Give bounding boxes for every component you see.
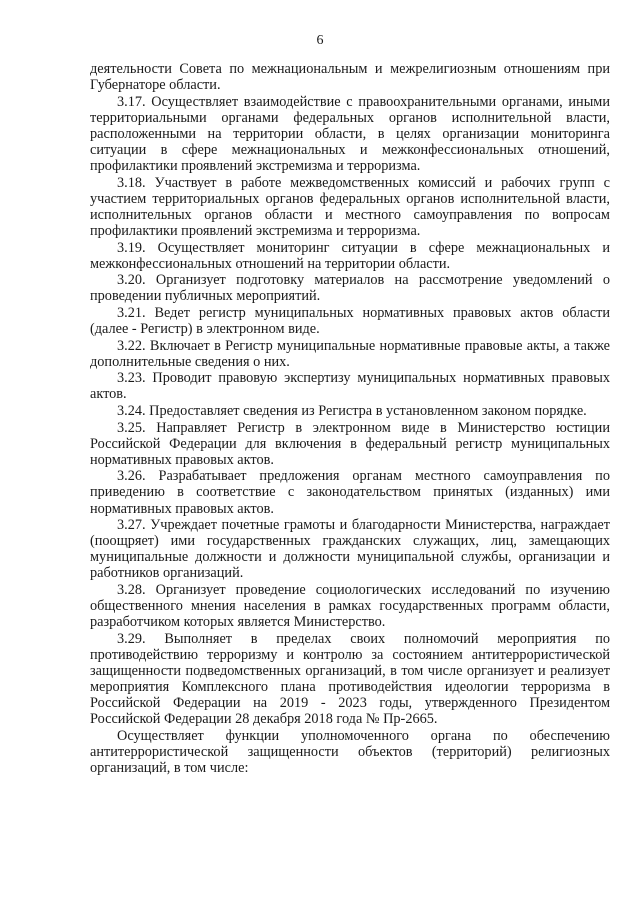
document-body — [90, 61, 610, 777]
paragraph-3-23: 3.23. Проводит правовую экспертизу муниципальных нормативных правовых актов. — [90, 370, 610, 403]
paragraph-3-26: 3.26. Разрабатывает предложения органам местного самоуправления по приведению в соответствие с законодательством принятых (изданных) ими нормативных правовых актов. — [90, 468, 610, 517]
paragraph-continuation: деятельности Совета по межнациональным и межрелигиозным отношениям при Губернаторе области. — [90, 61, 610, 94]
paragraph-3-29: 3.29. Выполняет в пределах своих полномочий мероприятия по противодействию терроризму и контролю за состоянием антитеррористической защищенности подведомственных организаций, в том числе организует и реализует мероприятия Комплексного плана противодействия идеологии терроризма в Российской Федерации на 2019 - 2023 годы, утвержденного Президентом Российской Федерации 28 декабря 2018 года № Пр-2665. — [90, 630, 610, 728]
paragraph-functions: Осуществляет функции уполномоченного органа по обеспечению антитеррористической защищенности объектов (территорий) религиозных организаций, в том числе: — [90, 727, 610, 777]
paragraph-3-27: 3.27. Учреждает почетные грамоты и благодарности Министерства, награждает (поощряет) ими государственных гражданских служащих, лиц, замещающих муниципальные должности и должности муниципальной службы, организации и работников организаций. — [90, 517, 610, 582]
paragraph-3-19: 3.19. Осуществляет мониторинг ситуации в сфере межнациональных и межконфессиональных отношений на территории области. — [90, 239, 610, 272]
paragraph-3-25: 3.25. Направляет Регистр в электронном виде в Министерство юстиции Российской Федерации для включения в федеральный регистр муниципальных нормативных правовых актов. — [90, 419, 610, 468]
paragraph-3-17: 3.17. Осуществляет взаимодействие с правоохранительными органами, иными территориальными органами федеральных органов исполнительной власти, расположенными на территории области, в целях организации мониторинга ситуации в сфере межнациональных и межконфессиональных отношений, профилактики проявлений экстремизма и терроризма. — [90, 93, 610, 175]
paragraph-3-28: 3.28. Организует проведение социологических исследований по изучению общественного мнения населения в рамках государственных программ области, разработчиком которых является Министерство. — [90, 582, 610, 631]
paragraph-3-24: 3.24. Предоставляет сведения из Регистра в установленном законом порядке. — [117, 402, 587, 419]
paragraph-3-20: 3.20. Организует подготовку материалов на рассмотрение уведомлений о проведении публичных мероприятий. — [90, 272, 610, 305]
page-number: 6 — [316, 33, 324, 48]
paragraph-3-22: 3.22. Включает в Регистр муниципальные нормативные правовые акты, а также дополнительные сведения о них. — [90, 337, 610, 370]
paragraph-3-18: 3.18. Участвует в работе межведомственных комиссий и рабочих групп с участием территориальных органов федеральных органов исполнительной власти, исполнительных органов области и местного самоуправления по вопросам профилактики проявлений экстремизма и терроризма. — [90, 174, 610, 239]
paragraph-3-21: 3.21. Ведет регистр муниципальных нормативных правовых актов области (далее - Регистр) в электронном виде. — [90, 304, 610, 337]
